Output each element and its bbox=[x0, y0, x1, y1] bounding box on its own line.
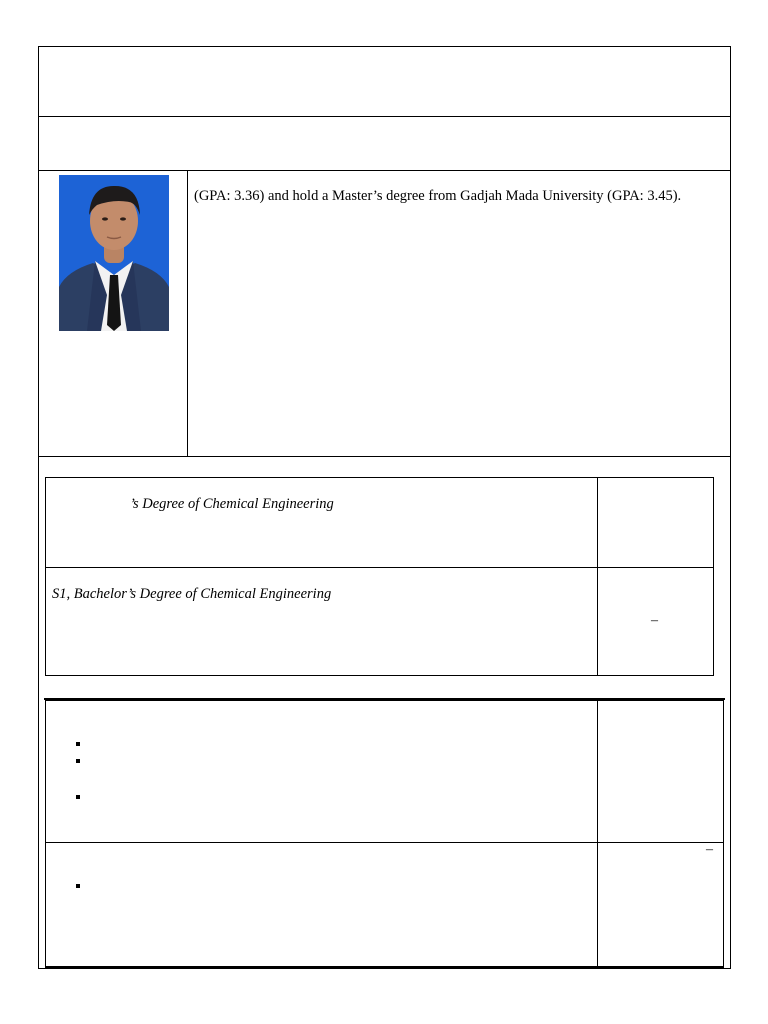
bullet-marker bbox=[76, 795, 80, 799]
experience-table bbox=[45, 700, 724, 968]
experience-table-col-divider bbox=[597, 700, 598, 968]
education-table-row-divider bbox=[45, 567, 714, 568]
profile-divider-vertical bbox=[187, 170, 188, 457]
education-degree-2: S1, Bachelor’s Degree of Chemical Engineering bbox=[52, 586, 332, 602]
education-table-col-divider bbox=[597, 477, 598, 676]
header-title-row bbox=[38, 116, 731, 117]
bullet-marker bbox=[76, 884, 80, 888]
bullet-marker bbox=[76, 759, 80, 763]
header-subtitle-row bbox=[38, 170, 731, 171]
experience-table-row-divider bbox=[45, 842, 724, 843]
profile-photo bbox=[59, 175, 169, 331]
profile-summary-text: (GPA: 3.36) and hold a Master’s degree from Gadjah Mada University (GPA: 3.45). bbox=[194, 188, 682, 204]
education-period-2: – bbox=[651, 613, 658, 628]
education-degree-1: ’s Degree of Chemical Engineering bbox=[130, 496, 334, 512]
experience-period-2: – bbox=[706, 842, 713, 857]
profile-photo-image bbox=[59, 175, 169, 331]
bullet-marker bbox=[76, 742, 80, 746]
profile-section-bottom bbox=[38, 456, 731, 457]
